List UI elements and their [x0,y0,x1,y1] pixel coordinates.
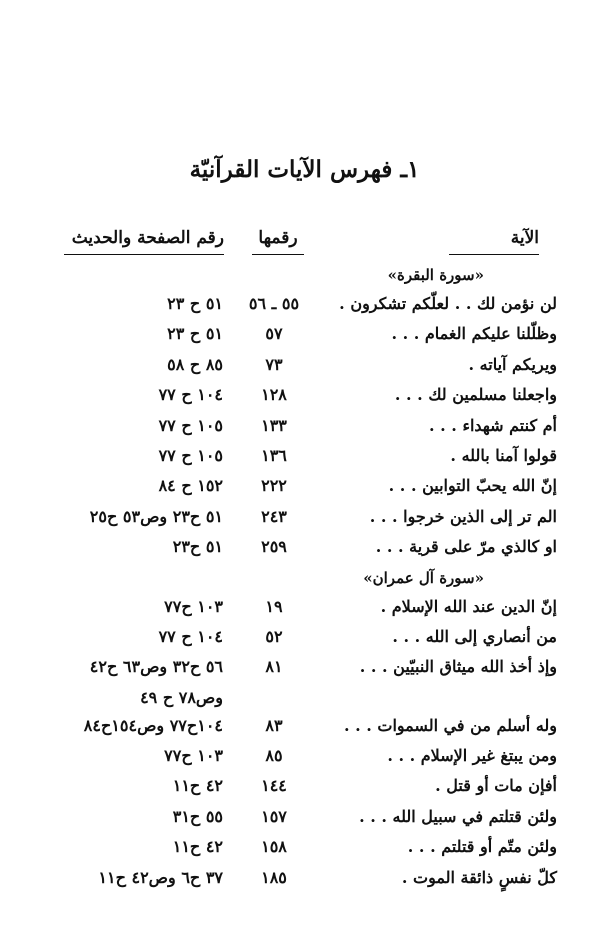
verse-number-cell: ٢٥٩ [261,537,287,557]
reference-cell: ٥٦ ح٣٢ وص٦٣ ح٤٢ [89,657,223,677]
sura-heading: «سورة آل عمران» [363,568,484,587]
verse-cell: وظلّلنا عليكم الغمام . . . [391,324,557,344]
verse-cell: لن نؤمن لك . . لعلّكم تشكرون . [339,294,557,313]
verse-row [0,289,609,319]
verse-cell: من أنصاري إلى الله . . . [392,626,557,646]
verse-row [0,380,609,410]
verse-number-cell: ٥٢ [265,626,283,646]
verse-cell: الم تر إلى الذين خرجوا . . . [369,506,557,526]
reference-cell: ٥١ ح ٢٣ [167,324,223,344]
verse-number-cell: ٢٢٢ [261,476,287,496]
verse-row [0,771,609,801]
verse-cell: وإذ أخذ الله ميثاق النبيّين . . . [359,657,557,677]
verse-row [0,441,609,471]
verse-row [0,471,609,501]
verse-number-cell: ١٣٦ [261,445,287,465]
sura-heading-row [0,563,609,592]
verse-row [0,863,609,893]
reference-cell: ١٥٢ ح ٨٤ [158,476,223,496]
verse-row [0,652,609,682]
verse-number-cell: ١٨٥ [261,867,287,887]
verse-cell: ولئن قتلتم في سبيل الله . . . [359,806,557,826]
verse-row [0,802,609,832]
verse-row [0,411,609,441]
verse-row [0,532,609,562]
verse-number-cell: ١٣٣ [261,415,287,435]
header-reference: رقم الصفحة والحديث [64,226,224,255]
reference-cell: ٥١ ح ٢٣ [167,294,223,313]
verse-cell: او كالذي مرّ على قرية . . . [375,537,557,557]
verse-number-cell: ١٢٨ [261,385,287,405]
verse-number-cell: ٨٥ [265,746,283,766]
reference-cell: ١٠٥ ح ٧٧ [158,415,223,435]
verse-cell: إنّ الدين عند الله الإسلام . [380,596,557,616]
reference-cell: ١٠٣ ح٧٧ [164,596,223,616]
verse-row [0,622,609,652]
verse-row [0,711,609,741]
reference-cell: ١٠٤ ح ٧٧ [158,626,223,646]
verse-number-cell: ١٤٤ [261,776,287,796]
reference-cell: ٤٢ ح١١ [172,837,223,857]
reference-cell: ٥١ ح٢٣ [172,537,223,557]
verse-cell: أفإن مات أو قتل . [435,776,557,796]
verse-cell: واجعلنا مسلمين لك . . . [394,385,557,405]
verse-number-cell: ٥٧ [265,324,283,344]
verse-number-cell: ١٩ [265,596,283,616]
verse-cell: وله أسلم من في السموات . . . [343,715,557,735]
verse-number-cell: ٨١ [265,657,283,677]
reference-cell: ٤٢ ح١١ [172,776,223,796]
verse-cell: أم كنتم شهداء . . . [429,415,557,435]
verse-number-cell: ٥٥ ـ ٥٦ [248,294,300,313]
verse-cell: ومن يبتغ غير الإسلام . . . [387,746,557,766]
verse-cell: ويريكم آياته . [468,354,557,374]
sura-heading: «سورة البقرة» [387,266,484,284]
header-verse: الآية [449,226,539,255]
reference-cell: ٥١ ح٢٣ وص٥٣ ح٢٥ [89,506,223,526]
verse-row [0,832,609,862]
verse-cell: ولئن متّم أو قتلتم . . . [407,837,557,857]
sura-heading-row [0,260,609,289]
verse-number-cell: ١٥٧ [261,806,287,826]
reference-cell: ١٠٤ح٧٧ وص١٥٤ح٨٤ [83,715,223,735]
page-title: ١ـ فهرس الآيات القرآنيّة [189,156,420,183]
verse-number-cell: ٢٤٣ [261,506,287,526]
verse-index-list [0,260,609,893]
reference-cell: ٨٥ ح ٥٨ [167,354,223,374]
verse-number-cell: ١٥٨ [261,837,287,857]
verse-row [0,350,609,380]
reference-cell: ٣٧ ح٦ وص٤٢ ح١١ [98,867,223,887]
header-number: رقمها [252,226,304,255]
reference-cell: ٥٥ ح٣١ [172,806,223,826]
verse-row [0,741,609,771]
reference-cell: ١٠٤ ح ٧٧ [158,385,223,405]
verse-cell: كلّ نفسٍ ذائقة الموت . [401,867,557,887]
reference-cell: ١٠٥ ح ٧٧ [158,445,223,465]
reference-cell: ١٠٣ ح٧٧ [164,746,223,766]
reference-continuation-row [0,683,609,711]
verse-row [0,319,609,349]
verse-number-cell: ٧٣ [265,354,283,374]
reference-cell: وص٧٨ ح ٤٩ [140,687,223,707]
verse-cell: قولوا آمنا بالله . [450,445,557,465]
verse-number-cell: ٨٣ [265,715,283,735]
verse-cell: إنّ الله يحبّ التوابين . . . [388,476,557,496]
verse-row [0,592,609,622]
verse-row [0,502,609,532]
